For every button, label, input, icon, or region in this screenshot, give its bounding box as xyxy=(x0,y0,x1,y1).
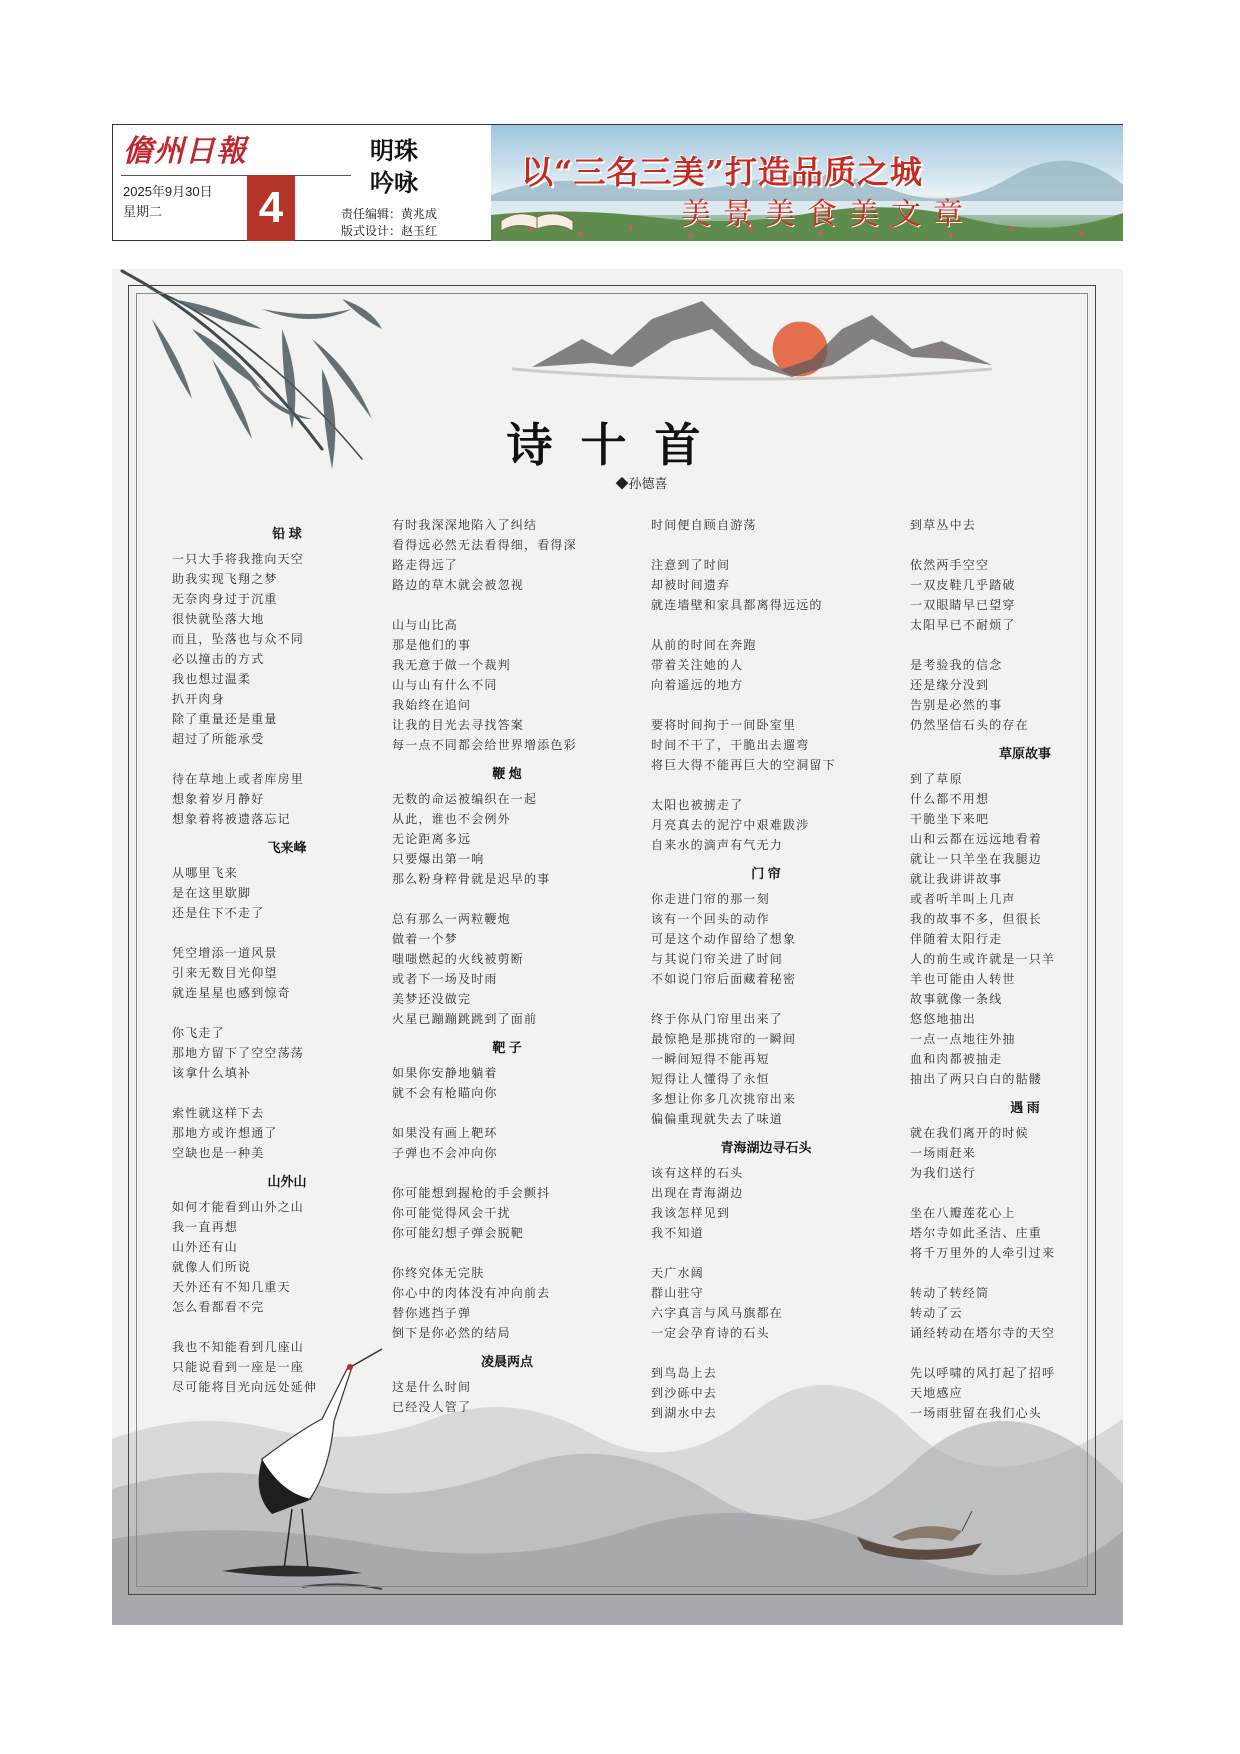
poem-line: 有时我深深地陷入了纠结 xyxy=(392,518,538,532)
stanza-gap xyxy=(910,1263,1123,1283)
poem-line: 一瞬间短得不能再短 xyxy=(651,1052,770,1066)
designer-credit: 版式设计：赵玉红 xyxy=(341,224,438,238)
poem-line: 你可能觉得风会干扰 xyxy=(392,1206,511,1220)
poem-line: 时间便自顾自游荡 xyxy=(651,518,757,532)
poem-line: 倒下是你必然的结局 xyxy=(392,1326,511,1340)
poem-line: 美梦还没做完 xyxy=(392,992,472,1006)
poem-line: 我始终在追问 xyxy=(392,698,472,712)
poem-line: 那是他们的事 xyxy=(392,638,472,652)
poem-title: 青海湖边寻石头 xyxy=(720,1140,812,1155)
poem-line: 想象着岁月静好 xyxy=(172,792,265,806)
poem-line: 坐在八瓣莲花心上 xyxy=(910,1206,1016,1220)
poem-title: 门 帘 xyxy=(751,866,781,881)
poem-line: 如果没有画上靶环 xyxy=(392,1126,498,1140)
publication-weekday: 星期二 xyxy=(123,204,163,219)
poem-line: 我一直再想 xyxy=(172,1220,239,1234)
poem-line: 想象着将被遗落忘记 xyxy=(172,812,291,826)
stanza-gap xyxy=(651,775,881,795)
date-rule xyxy=(121,175,351,176)
poem-line: 引来无数目光仰望 xyxy=(172,966,278,980)
poem-title: 山外山 xyxy=(267,1174,307,1189)
section-name xyxy=(349,135,439,199)
stanza-gap xyxy=(392,1103,622,1123)
poem-title: 铅 球 xyxy=(272,526,302,541)
stanza-gap xyxy=(910,635,1123,655)
poem-line: 我的故事不多，但很长 xyxy=(910,912,1043,926)
poem-line: 是考验我的信念 xyxy=(910,658,1003,672)
poem-line: 必以撞击的方式 xyxy=(172,652,265,666)
poem-line: 天外还有不知几重天 xyxy=(172,1280,291,1294)
stanza-gap xyxy=(910,535,1123,555)
poem-line: 到沙砾中去 xyxy=(651,1386,718,1400)
banner-headline: 以“三名三美”打造品质之城 xyxy=(521,153,923,191)
poem-line: 自来水的滴声有气无力 xyxy=(651,838,784,852)
poem-line: 那地方或许想通了 xyxy=(172,1126,278,1140)
poem-line: 到鸟岛上去 xyxy=(651,1366,718,1380)
stanza-gap xyxy=(651,1243,881,1263)
poem-line: 带着关注她的人 xyxy=(651,658,744,672)
poem-line: 转动了转经筒 xyxy=(910,1286,990,1300)
poem-line: 诵经转动在塔尔寺的天空 xyxy=(910,1326,1056,1340)
poem-line: 你可能幻想子弹会脱靶 xyxy=(392,1226,525,1240)
poem-line: 是在这里歇脚 xyxy=(172,886,252,900)
poem-line: 将千万里外的人牵引过来 xyxy=(910,1246,1056,1260)
poem-line: 就连星星也感到惊奇 xyxy=(172,986,291,1000)
poem-line: 依然两手空空 xyxy=(910,558,990,572)
section-name-line2: 吟咏 xyxy=(370,168,418,197)
poem-line: 可是这个动作留给了想象 xyxy=(651,932,797,946)
poem-line: 六字真言与风马旗都在 xyxy=(651,1306,784,1320)
poem-title: 遇 雨 xyxy=(1010,1100,1040,1115)
poem-title: 靶 子 xyxy=(492,1040,522,1055)
poem-line: 或者下一场及时雨 xyxy=(392,972,498,986)
poem-line: 注意到了时间 xyxy=(651,558,731,572)
poem-line: 多想让你多几次挑帘出来 xyxy=(651,1092,797,1106)
poem-line: 我不知道 xyxy=(651,1226,704,1240)
poem-line: 助我实现飞翔之梦 xyxy=(172,572,278,586)
poem-line: 你心中的肉体没有冲向前去 xyxy=(392,1286,551,1300)
poem-line: 就不会有枪瞄向你 xyxy=(392,1086,498,1100)
poem-line: 一场雨赶来 xyxy=(910,1146,977,1160)
poem-line: 如果你安静地躺着 xyxy=(392,1066,498,1080)
stanza-gap xyxy=(172,1003,402,1023)
poem-line: 路边的草木就会被忽视 xyxy=(392,578,525,592)
poem-line: 山与山有什么不同 xyxy=(392,678,498,692)
poem-line: 从前的时间在奔跑 xyxy=(651,638,757,652)
banner-tagline: 美景美食美文章 xyxy=(681,197,975,232)
poem-line: 终于你从门帘里出来了 xyxy=(651,1012,784,1026)
poem-line: 还是住下不走了 xyxy=(172,906,265,920)
poem-line: 做着一个梦 xyxy=(392,932,459,946)
poem-line: 我无意于做一个裁判 xyxy=(392,658,511,672)
poem-line: 这是什么时间 xyxy=(392,1380,472,1394)
article-author: ◆孙德喜 xyxy=(615,476,668,491)
poem-title: 凌晨两点 xyxy=(480,1354,533,1369)
poem-line: 从此，谁也不会例外 xyxy=(392,812,511,826)
poem-line: 从哪里飞来 xyxy=(172,866,239,880)
poem-line: 那地方留下了空空荡荡 xyxy=(172,1046,305,1060)
poem-line: 只能说看到一座是一座 xyxy=(172,1360,305,1374)
poem-line: 无奈肉身过于沉重 xyxy=(172,592,278,606)
poem-line: 你飞走了 xyxy=(172,1026,225,1040)
poem-line: 却被时间遗弃 xyxy=(651,578,731,592)
article-title: 诗十首 xyxy=(506,418,729,472)
stanza-gap xyxy=(172,1317,402,1337)
poem-column-4 xyxy=(910,515,1123,1423)
stanza-gap xyxy=(910,1343,1123,1363)
poem-line: 不如说门帘后面藏着秘密 xyxy=(651,972,797,986)
poem-line: 我也想过温柔 xyxy=(172,672,252,686)
stanza-gap xyxy=(392,1163,622,1183)
poem-line: 让我的目光去寻找答案 xyxy=(392,718,525,732)
poem-line: 太阳早已不耐烦了 xyxy=(910,618,1016,632)
poem-line: 你可能想到握枪的手会颤抖 xyxy=(392,1186,551,1200)
poem-title: 鞭 炮 xyxy=(492,766,522,781)
poem-line: 嗤嗤燃起的火线被剪断 xyxy=(392,952,525,966)
poem-line: 空缺也是一种美 xyxy=(172,1146,265,1160)
poem-line: 该有这样的石头 xyxy=(651,1166,744,1180)
stanza-gap xyxy=(651,615,881,635)
poem-line: 仍然坚信石头的存在 xyxy=(910,718,1029,732)
stanza-gap xyxy=(392,889,622,909)
poem-line: 看得远必然无法看得细，看得深 xyxy=(392,538,577,552)
poem-line: 除了重量还是重量 xyxy=(172,712,278,726)
poem-line: 就让一只羊坐在我腿边 xyxy=(910,852,1043,866)
editor-credit: 责任编辑：黄兆成 xyxy=(341,207,438,221)
masthead xyxy=(112,124,1123,241)
poem-line: 告别是必然的事 xyxy=(910,698,1003,712)
page-number: 4 xyxy=(247,175,295,241)
poem-line: 子弹也不会冲向你 xyxy=(392,1146,498,1160)
poem-line: 总有那么一两粒鞭炮 xyxy=(392,912,511,926)
poem-line: 到了草原 xyxy=(910,772,963,786)
article-panel xyxy=(112,269,1123,1625)
poem-line: 该有一个回头的动作 xyxy=(651,912,770,926)
poem-line: 很快就坠落大地 xyxy=(172,612,265,626)
poem-line: 干脆坐下来吧 xyxy=(910,812,990,826)
poem-line: 一双皮鞋几乎踏破 xyxy=(910,578,1016,592)
stanza-gap xyxy=(910,1183,1123,1203)
poem-line: 悠悠地抽出 xyxy=(910,1012,977,1026)
poem-line: 我该怎样见到 xyxy=(651,1206,731,1220)
poem-line: 将巨大得不能再巨大的空洞留下 xyxy=(651,758,836,772)
poem-line: 短得让人懂得了永恒 xyxy=(651,1072,770,1086)
poem-line: 就像人们所说 xyxy=(172,1260,252,1274)
poem-line: 转动了云 xyxy=(910,1306,963,1320)
poem-line: 如何才能看到山外之山 xyxy=(172,1200,305,1214)
poem-line: 你走进门帘的那一刻 xyxy=(651,892,770,906)
poem-line: 待在草地上或者库房里 xyxy=(172,772,305,786)
stanza-gap xyxy=(651,535,881,555)
poem-line: 你终究体无完肤 xyxy=(392,1266,485,1280)
poem-line: 群山驻守 xyxy=(651,1286,704,1300)
poem-line: 凭空增添一道风景 xyxy=(172,946,278,960)
poem-line: 而且，坠落也与众不同 xyxy=(172,632,305,646)
poem-line: 还是缘分没到 xyxy=(910,678,990,692)
poem-line: 抽出了两只白白的骷髅 xyxy=(910,1072,1043,1086)
poem-line: 伴随着太阳行走 xyxy=(910,932,1003,946)
poem-line: 每一点不同都会给世界增添色彩 xyxy=(392,738,577,752)
poem-line: 怎么看都看不完 xyxy=(172,1300,265,1314)
poem-column-2 xyxy=(392,515,622,1417)
poem-line: 偏偏重现就失去了味道 xyxy=(651,1112,784,1126)
poem-line: 尽可能将目光向远处延伸 xyxy=(172,1380,318,1394)
poem-line: 向着遥远的地方 xyxy=(651,678,744,692)
poem-column-1 xyxy=(172,515,402,1397)
newspaper-logo xyxy=(121,129,261,169)
poem-line: 山与山比高 xyxy=(392,618,459,632)
stanza-gap xyxy=(392,1243,622,1263)
poem-line: 天地感应 xyxy=(910,1386,963,1400)
poem-line: 扒开肉身 xyxy=(172,692,225,706)
poem-line: 与其说门帘关进了时间 xyxy=(651,952,784,966)
poem-line: 就在我们离开的时候 xyxy=(910,1126,1029,1140)
poem-line: 要将时间拘于一间卧室里 xyxy=(651,718,797,732)
poem-line: 血和肉都被抽走 xyxy=(910,1052,1003,1066)
banner xyxy=(491,125,1123,241)
stanza-gap xyxy=(651,1343,881,1363)
poem-line: 超过了所能承受 xyxy=(172,732,265,746)
poem-line: 我也不知能看到几座山 xyxy=(172,1340,305,1354)
poem-line: 时间不干了，干脆出去遛弯 xyxy=(651,738,810,752)
poem-line: 塔尔寺如此圣洁、庄重 xyxy=(910,1226,1043,1240)
poem-title: 飞来峰 xyxy=(267,840,307,855)
poem-line: 或者听羊叫上几声 xyxy=(910,892,1016,906)
publication-date: 2025年9月30日 xyxy=(123,184,213,199)
stanza-gap xyxy=(651,989,881,1009)
poem-line: 到湖水中去 xyxy=(651,1406,718,1420)
poem-line: 无数的命运被编织在一起 xyxy=(392,792,538,806)
stanza-gap xyxy=(651,695,881,715)
poem-line: 就连墙壁和家具都离得远远的 xyxy=(651,598,823,612)
poem-line: 最惊艳是那挑帘的一瞬间 xyxy=(651,1032,797,1046)
stanza-gap xyxy=(172,749,402,769)
poem-line: 就让我讲讲故事 xyxy=(910,872,1003,886)
poem-line: 无论距离多远 xyxy=(392,832,472,846)
poem-line: 山和云都在远远地看着 xyxy=(910,832,1043,846)
poem-line: 该拿什么填补 xyxy=(172,1066,252,1080)
poem-line: 月亮真去的泥泞中艰难跋涉 xyxy=(651,818,810,832)
poem-line: 一双眼睛早已望穿 xyxy=(910,598,1016,612)
svg-text:儋州日報: 儋州日報 xyxy=(123,134,247,169)
poem-line: 出现在青海湖边 xyxy=(651,1186,744,1200)
poem-line: 故事就像一条线 xyxy=(910,992,1003,1006)
stanza-gap xyxy=(172,1083,402,1103)
poem-line: 索性就这样下去 xyxy=(172,1106,265,1120)
poem-line: 什么都不用想 xyxy=(910,792,990,806)
poem-title: 草原故事 xyxy=(998,746,1051,761)
poem-line: 替你逃挡子弹 xyxy=(392,1306,472,1320)
poem-line: 天广水阔 xyxy=(651,1266,704,1280)
stanza-gap xyxy=(172,923,402,943)
poem-line: 已经没人管了 xyxy=(392,1400,472,1414)
poem-line: 一定会孕育诗的石头 xyxy=(651,1326,770,1340)
poem-line: 为我们送行 xyxy=(910,1166,977,1180)
poem-line: 山外还有山 xyxy=(172,1240,239,1254)
poem-line: 火星已蹦蹦跳跳到了面前 xyxy=(392,1012,538,1026)
poem-line: 路走得远了 xyxy=(392,558,459,572)
poem-line: 那么粉身粹骨就是迟早的事 xyxy=(392,872,551,886)
poem-line: 羊也可能由人转世 xyxy=(910,972,1016,986)
poem-column-3 xyxy=(651,515,881,1423)
poem-line: 到草丛中去 xyxy=(910,518,977,532)
section-name-line1: 明珠 xyxy=(370,136,418,165)
poem-line: 一场雨驻留在我们心头 xyxy=(910,1406,1043,1420)
poem-line: 太阳也被掳走了 xyxy=(651,798,744,812)
stanza-gap xyxy=(392,595,622,615)
poem-line: 先以呼啸的风打起了招呼 xyxy=(910,1366,1056,1380)
book-icon xyxy=(497,191,577,235)
poem-line: 人的前生或许就是一只羊 xyxy=(910,952,1056,966)
poem-line: 一点一点地往外抽 xyxy=(910,1032,1016,1046)
poem-line: 只要爆出第一响 xyxy=(392,852,485,866)
poem-line: 一只大手将我推向天空 xyxy=(172,552,305,566)
